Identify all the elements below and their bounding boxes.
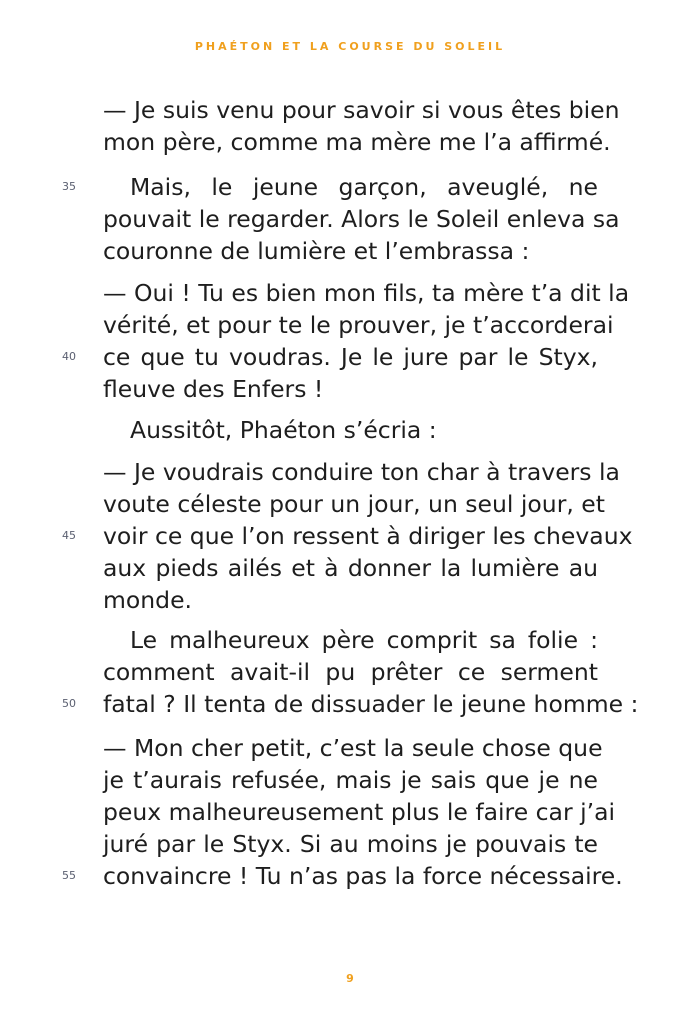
text-line: mon père, comme ma mère me l’a affirmé. — [103, 128, 611, 156]
text-line: — Oui ! Tu es bien mon fils, ta mère t’a dit la — [103, 279, 630, 307]
text-line: peux malheureusement plus le faire car j’ai — [103, 798, 616, 826]
text-line: voute céleste pour un jour, un seul jour, et — [103, 490, 605, 518]
text-line: convaincre ! Tu n’as pas la force nécessaire. — [103, 862, 623, 890]
line-number: 40 — [62, 350, 76, 363]
text-line: fleuve des Enfers ! — [103, 375, 324, 403]
text-line: aux pieds ailés et à donner la lumière au — [103, 554, 598, 582]
line-number: 35 — [62, 180, 76, 193]
text-line: comment avait-il pu prêter ce serment — [103, 658, 598, 686]
text-line: Mais, le jeune garçon, aveuglé, ne — [130, 173, 598, 201]
text-line: — Je voudrais conduire ton char à travers la — [103, 458, 620, 486]
text-line: pouvait le regarder. Alors le Soleil enleva sa — [103, 205, 620, 233]
text-line: fatal ? Il tenta de dissuader le jeune homme : — [103, 690, 639, 718]
running-header: PHAÉTON ET LA COURSE DU SOLEIL — [194, 40, 506, 53]
text-line: — Mon cher petit, c’est la seule chose que — [103, 734, 603, 762]
page-number: 9 — [346, 972, 354, 985]
text-line: voir ce que l’on ressent à diriger les chevaux — [103, 522, 633, 550]
text-line: Aussitôt, Phaéton s’écria : — [130, 416, 437, 444]
line-number: 50 — [62, 697, 76, 710]
line-number: 55 — [62, 869, 76, 882]
text-line: couronne de lumière et l’embrassa : — [103, 237, 530, 265]
text-line: Le malheureux père comprit sa folie : — [130, 626, 598, 654]
text-line: juré par le Styx. Si au moins je pouvais te — [103, 830, 598, 858]
text-line: monde. — [103, 586, 193, 614]
text-line: vérité, et pour te le prouver, je t’accorderai — [103, 311, 614, 339]
text-line: ce que tu voudras. Je le jure par le Styx, — [103, 343, 598, 371]
text-line: je t’aurais refusée, mais je sais que je ne — [103, 766, 598, 794]
line-number: 45 — [62, 529, 76, 542]
text-line: — Je suis venu pour savoir si vous êtes bien — [103, 96, 620, 124]
